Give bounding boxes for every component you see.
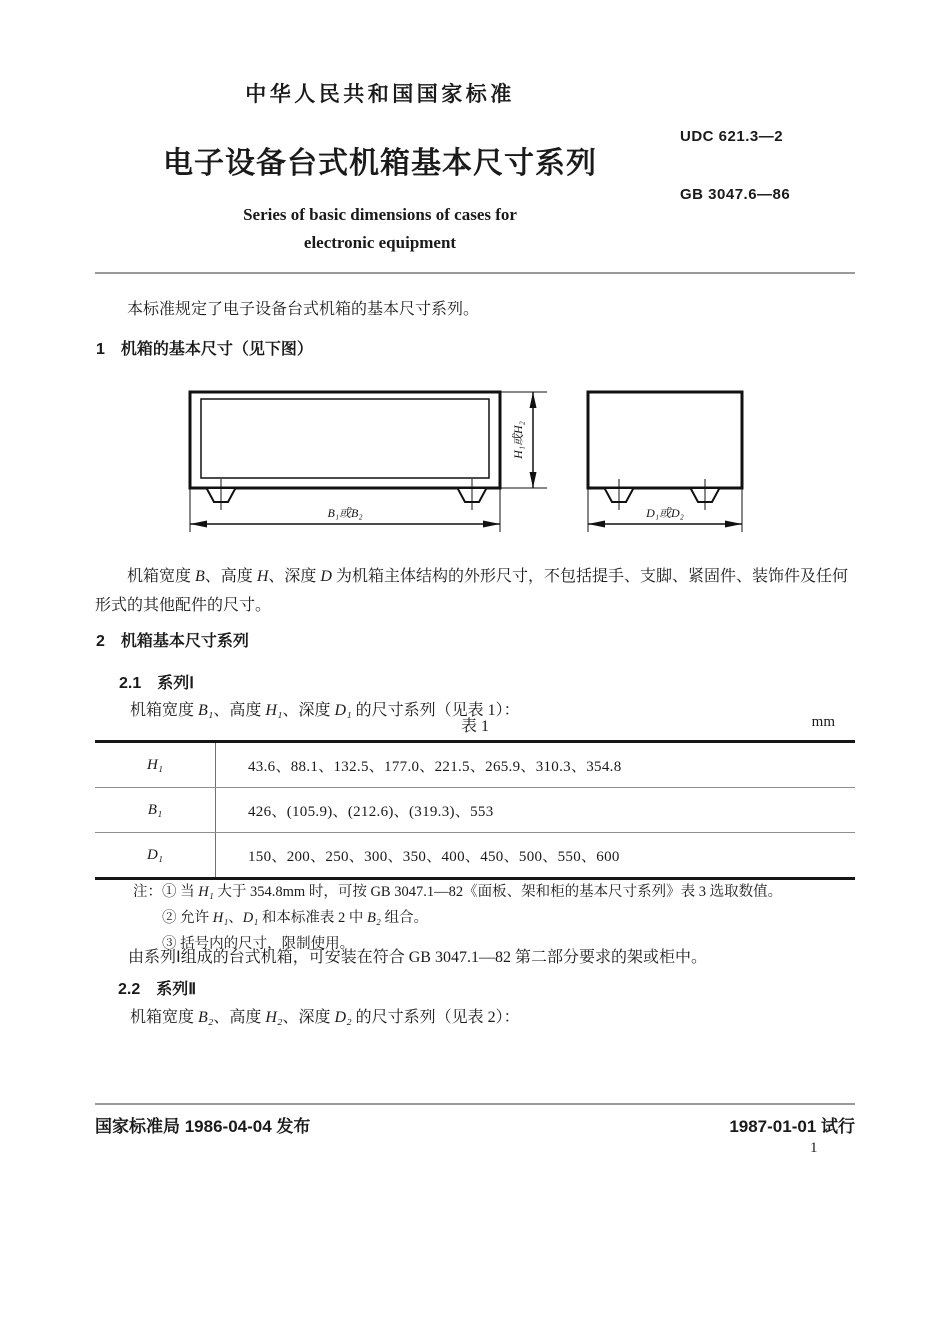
english-title-line1: Series of basic dimensions of cases for — [243, 205, 517, 224]
note-2: ② 允许 H₁、D₁ 和本标准表 2 中 B₂ 组合。 — [162, 910, 429, 926]
table-row-b1 — [95, 787, 855, 832]
table-1 — [95, 740, 855, 880]
footer-divider — [95, 1103, 855, 1105]
udc-number: UDC 621.3—2 — [680, 128, 784, 145]
width-dimension-label: B₁或B₂ — [327, 506, 363, 520]
var-D1: D₁ — [334, 702, 352, 719]
var-H2: H₂ — [265, 1009, 283, 1026]
row-values-H1: 43.6、88.1、132.5、177.0、221.5、265.9、310.3、354.8 — [248, 758, 622, 775]
table-row-d1 — [95, 832, 855, 877]
height-dimension-label: H₁或H₂ — [511, 421, 525, 459]
figure-side-view — [588, 392, 742, 532]
var-B1: B₁ — [198, 702, 214, 719]
section-2-1-heading: 2.1 系列Ⅰ — [119, 675, 194, 692]
dimensions-definition-paragraph: 机箱宽度 B、高度 H、深度 D 为机箱主体结构的外形尺寸，不包括提手、支脚、紧固件、装饰件及任何形式的其他配件的尺寸。 — [95, 568, 848, 614]
series-2-intro: 机箱宽度 B₂、高度 H₂、深度 D₂ 的尺寸系列（见表 2）： — [130, 1009, 520, 1026]
var-H1: H₁ — [265, 702, 283, 719]
row-label-D1: D₁ — [146, 846, 164, 863]
note-3: ③ 括号内的尺寸，限制使用。 — [162, 936, 355, 952]
var-B2: B₂ — [198, 1009, 214, 1026]
table-1-unit: mm — [811, 714, 835, 730]
page-number: 1 — [810, 1140, 818, 1156]
case-dimensions-figure — [95, 386, 855, 546]
issued-by-date: 国家标准局 1986-04-04 发布 — [95, 1117, 311, 1136]
depth-dimension-label: D₁或D₂ — [646, 506, 684, 520]
note-1: 注：① 当 H₁ 大于 354.8mm 时，可按 GB 3047.1—82《面板、架和柜的基本尺寸系列》表 3 选取数值。 — [133, 884, 783, 900]
row-label-H1: H₁ — [146, 756, 164, 773]
document-title: 电子设备台式机箱基本尺寸系列 — [163, 147, 597, 180]
national-standard-label: 中华人民共和国国家标准 — [245, 83, 515, 106]
effective-date: 1987-01-01 试行 — [729, 1117, 855, 1136]
var-D: D — [320, 568, 332, 585]
table-row-h1 — [95, 743, 855, 787]
figure-front-view — [190, 392, 547, 532]
row-label-B1: B₁ — [147, 801, 163, 818]
english-title-line2: electronic equipment — [303, 233, 457, 252]
section-2-2-heading: 2.2 系列Ⅱ — [118, 981, 197, 998]
scope-statement: 本标准规定了电子设备台式机箱的基本尺寸系列。 — [127, 301, 480, 318]
standard-number: GB 3047.6—86 — [680, 186, 791, 203]
var-D2: D₂ — [334, 1009, 352, 1026]
section-2-heading: 2 机箱基本尺寸系列 — [96, 633, 249, 650]
series-1-intro: 机箱宽度 B₁、高度 H₁、深度 D₁ 的尺寸系列（见表 1）： — [130, 702, 520, 719]
table-1-caption: 表 1 — [460, 718, 489, 735]
row-values-D1: 150、200、250、300、350、400、450、500、550、600 — [248, 848, 620, 865]
header-divider — [95, 272, 855, 274]
var-H: H — [256, 568, 269, 585]
section-1-heading: 1 机箱的基本尺寸（见下图） — [96, 341, 313, 358]
table-1-caption-row — [95, 713, 855, 736]
row-values-B1: 426、(105.9)、(212.6)、(319.3)、553 — [248, 803, 494, 820]
series-1-conclusion: 由系列Ⅰ组成的台式机箱，可安装在符合 GB 3047.1—82 第二部分要求的架或柜中。 — [128, 949, 707, 966]
var-B: B — [195, 568, 205, 585]
